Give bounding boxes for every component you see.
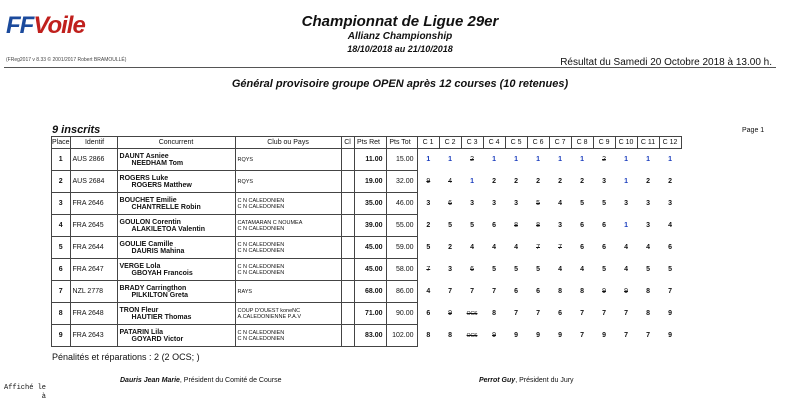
club-cell (235, 237, 341, 259)
table-row (52, 193, 682, 215)
crew-name: NEEDHAM Tom (131, 159, 184, 167)
competitor-cell (117, 303, 235, 325)
race-score-cell: 9 (624, 288, 628, 295)
race-score-cell: 2 (470, 156, 474, 164)
race-score-cell: 6 (602, 222, 606, 229)
race-score-cell: 4 (668, 222, 672, 229)
points-retained-cell: 68.00 (354, 281, 386, 303)
table-row (52, 171, 682, 193)
col-race: C 7 (549, 137, 571, 149)
race-score-cell: 7 (536, 244, 540, 251)
col-race: C 4 (483, 137, 505, 149)
helm-name: GOULON Corentin (119, 218, 181, 226)
race-score-cell: 6 (448, 200, 452, 207)
result-timestamp: Résultat du Samedi 20 Octobre 2018 à 13.00 h. (560, 57, 772, 68)
event-dates: 18/10/2018 au 21/10/2018 (347, 44, 453, 54)
race-score-cell: 5 (536, 266, 540, 273)
race-score-cell: 7 (558, 244, 562, 251)
crew-name: ALAKILETOA Valentin (131, 225, 206, 233)
points-retained-cell: 71.00 (354, 303, 386, 325)
race-score-cell: 2 (448, 244, 452, 251)
table-row (52, 149, 682, 171)
helm-club: C N CALEDONIEN (237, 329, 285, 336)
points-retained-cell: 45.00 (354, 259, 386, 281)
helm-name: ROGERS Luke (119, 174, 169, 182)
competitor-cell (117, 237, 235, 259)
race-score-cell: 7 (602, 310, 606, 317)
place-cell: 6 (52, 259, 71, 281)
col-pts-ret: Pts Ret (354, 137, 386, 149)
race-score-cell: OCS (466, 310, 478, 317)
race-score-cell: 5 (646, 266, 650, 273)
race-score-cell: 1 (514, 156, 518, 164)
points-total-cell: 58.00 (386, 259, 417, 281)
entrant-count: 9 inscrits (52, 124, 101, 136)
place-cell: 5 (52, 237, 71, 259)
race-score-cell: 7 (470, 288, 474, 295)
race-score-cell: 3 (426, 200, 431, 207)
race-score-cell: 9 (602, 332, 606, 339)
race-score-cell: 1 (624, 222, 628, 229)
race-score-cell: 2 (492, 178, 496, 185)
race-score-cell: 7 (646, 332, 650, 339)
race-score-cell: 6 (492, 222, 496, 229)
jury-signature: Perrot Guy, Président du Jury (479, 377, 574, 384)
race-score-cell: 6 (470, 266, 474, 273)
race-score-cell: 8 (492, 310, 496, 317)
points-total-cell: 59.00 (386, 237, 417, 259)
race-score-cell: 1 (558, 156, 562, 164)
table-row (52, 325, 682, 347)
sail-id-cell: FRA 2643 (70, 325, 117, 347)
ffvoile-logo: FFVoile (6, 12, 85, 39)
race-score-cell: 1 (536, 156, 540, 164)
helm-club: C N CALEDONIEN (237, 197, 285, 204)
table-row (52, 215, 682, 237)
race-score-cell: 5 (470, 222, 474, 229)
race-score-cell: 8 (536, 222, 540, 229)
competitor-cell (117, 149, 235, 171)
place-cell: 3 (52, 193, 71, 215)
place-cell: 7 (52, 281, 71, 303)
race-score-cell: 1 (470, 178, 474, 185)
class-cell (341, 303, 354, 325)
sail-id-cell: FRA 2647 (70, 259, 117, 281)
race-score-cell: 5 (602, 200, 606, 207)
race-score-cell: 5 (580, 200, 584, 207)
race-score-cell: 5 (448, 222, 452, 229)
race-score-cell: 6 (668, 244, 672, 251)
race-score-cell: 8 (514, 222, 518, 229)
place-cell: 1 (52, 149, 71, 171)
crew-name: PILKILTON Greta (131, 291, 189, 299)
race-score-cell: 9 (514, 332, 518, 339)
col-race: C 9 (593, 137, 615, 149)
col-place: Place (52, 137, 71, 149)
race-score-cell: 7 (580, 332, 584, 339)
race-score-cell: 2 (602, 156, 606, 164)
race-score-cell: 2 (558, 178, 562, 185)
helm-club: CATAMARAN C NOUMEA (237, 219, 303, 226)
col-identif: Identif (70, 137, 117, 149)
race-score-cell: 2 (514, 178, 518, 185)
race-score-cell: 3 (602, 178, 606, 185)
race-score-cell: 3 (492, 200, 496, 207)
page-title: Championnat de Ligue 29er (301, 13, 499, 30)
race-score-cell: 4 (426, 288, 431, 295)
class-cell (341, 259, 354, 281)
race-score-cell: 3 (646, 222, 650, 229)
race-score-cell: 9 (668, 310, 672, 317)
race-score-cell: 3 (558, 222, 562, 229)
helm-name: BOUCHET Emilie (119, 196, 177, 204)
col-race: C 10 (615, 137, 637, 149)
race-score-cell: 2 (646, 178, 650, 185)
crew-club: C N CALEDONIEN (237, 203, 285, 210)
class-cell (341, 325, 354, 347)
col-race: C 1 (417, 137, 439, 149)
points-total-cell: 15.00 (386, 149, 417, 171)
col-race: C 2 (439, 137, 461, 149)
race-score-cell: 2 (668, 178, 672, 185)
helm-club: C N CALEDONIEN (237, 241, 285, 248)
race-score-cell: 1 (624, 156, 628, 164)
sail-id-cell: FRA 2645 (70, 215, 117, 237)
crew-name: GOYARD Victor (131, 335, 184, 343)
race-score-cell: 4 (492, 244, 496, 251)
place-cell: 8 (52, 303, 71, 325)
sail-id-cell: AUS 2684 (70, 171, 117, 193)
race-score-cell: OCS (466, 332, 478, 339)
helm-name: VERGE Lola (119, 262, 161, 270)
helm-name: DAUNT Asniee (119, 152, 169, 160)
crew-club: C N CALEDONIEN (237, 269, 285, 276)
class-cell (341, 149, 354, 171)
crew-name: GBOYAH Francois (131, 269, 193, 277)
race-score-cell: 5 (602, 266, 606, 273)
sail-id-cell: FRA 2644 (70, 237, 117, 259)
club-cell (235, 281, 341, 303)
place-cell: 9 (52, 325, 71, 347)
race-score-cell: 3 (646, 200, 650, 207)
race-score-cell: 8 (448, 332, 452, 339)
race-score-cell: 8 (646, 288, 650, 295)
class-cell (341, 237, 354, 259)
helm-club: COUP D'OUEST koneNC (237, 307, 301, 314)
race-score-cell: 7 (426, 266, 431, 273)
race-score-cell: 6 (602, 244, 606, 251)
race-score-cell: 6 (536, 288, 540, 295)
race-score-cell: 3 (470, 200, 474, 207)
race-score-cell: 9 (492, 332, 496, 339)
sail-id-cell: FRA 2646 (70, 193, 117, 215)
race-score-cell: 4 (580, 266, 584, 273)
points-total-cell: 32.00 (386, 171, 417, 193)
points-total-cell: 46.00 (386, 193, 417, 215)
class-cell (341, 281, 354, 303)
points-retained-cell: 19.00 (354, 171, 386, 193)
club-cell (235, 303, 341, 325)
race-score-cell: 4 (646, 244, 650, 251)
race-score-cell: 7 (514, 310, 518, 317)
points-retained-cell: 35.00 (354, 193, 386, 215)
col-concurrent: Concurrent (117, 137, 235, 149)
helm-club: C N CALEDONIEN (237, 263, 285, 270)
competitor-cell (117, 215, 235, 237)
helm-name: TRON Fleur (119, 306, 159, 314)
race-score-cell: 4 (514, 244, 518, 251)
col-race: C 6 (527, 137, 549, 149)
race-score-cell: 5 (514, 266, 518, 273)
sail-id-cell: AUS 2866 (70, 149, 117, 171)
standings-subtitle: Général provisoire groupe OPEN après 12 courses (10 retenues) (231, 78, 569, 90)
helm-name: BRADY Carringthon (119, 284, 187, 292)
race-score-cell: 1 (646, 156, 650, 164)
race-score-cell: 7 (448, 288, 452, 295)
race-score-cell: 9 (602, 288, 606, 295)
helm-club: RQYS (237, 178, 254, 185)
race-score-cell: 9 (536, 332, 540, 339)
race-score-cell: 6 (580, 222, 584, 229)
race-score-cell: 9 (558, 332, 562, 339)
table-row (52, 303, 682, 325)
club-cell (235, 171, 341, 193)
race-score-cell: 3 (514, 200, 518, 207)
competitor-cell (117, 325, 235, 347)
helm-name: GOULIE Camille (119, 240, 174, 248)
col-race: C 11 (637, 137, 659, 149)
col-club: Club ou Pays (235, 137, 341, 149)
club-cell (235, 193, 341, 215)
table-row (52, 281, 682, 303)
race-score-cell: 6 (580, 244, 584, 251)
race-score-cell: 1 (426, 156, 431, 164)
crew-name: CHANTRELLE Robin (131, 203, 201, 211)
race-score-cell: 7 (580, 310, 584, 317)
race-score-cell: 3 (448, 266, 452, 273)
race-score-cell: 7 (624, 310, 628, 317)
crew-name: DAURIS Mahina (131, 247, 185, 255)
race-score-cell: 5 (536, 200, 540, 207)
race-score-cell: 5 (668, 266, 672, 273)
class-cell (341, 193, 354, 215)
class-cell (341, 171, 354, 193)
col-race: C 8 (571, 137, 593, 149)
race-score-cell: 1 (492, 156, 496, 164)
points-retained-cell: 83.00 (354, 325, 386, 347)
col-cl: Cl (341, 137, 354, 149)
helm-name: PATARIN Lila (119, 328, 164, 336)
crew-club: A.CALEDONIENNE P.A.V (237, 313, 301, 320)
competitor-cell (117, 193, 235, 215)
place-cell: 2 (52, 171, 71, 193)
race-score-cell: 1 (580, 156, 584, 164)
race-score-cell: 7 (492, 288, 496, 295)
race-score-cell: 9 (448, 310, 452, 317)
race-score-cell: 1 (448, 156, 452, 164)
points-total-cell: 55.00 (386, 215, 417, 237)
race-score-cell: 2 (536, 178, 540, 185)
helm-club: RQYS (237, 156, 254, 163)
race-score-cell: 6 (426, 310, 431, 317)
table-header-row (52, 137, 682, 149)
club-cell (235, 325, 341, 347)
race-score-cell: 4 (624, 266, 628, 273)
race-score-cell: 2 (580, 178, 584, 185)
place-cell: 4 (52, 215, 71, 237)
penalties-note: Pénalités et réparations : 2 (2 OCS; ) (52, 352, 200, 362)
col-race: C 5 (505, 137, 527, 149)
crew-club: C N CALEDONIEN (237, 335, 285, 342)
competitor-cell (117, 171, 235, 193)
col-race: C 3 (461, 137, 483, 149)
race-score-cell: 4 (558, 266, 562, 273)
race-score-cell: 4 (470, 244, 474, 251)
race-score-cell: 3 (668, 200, 672, 207)
table-row (52, 237, 682, 259)
race-score-cell: 6 (514, 288, 518, 295)
race-score-cell: 8 (558, 288, 562, 295)
race-score-cell: 5 (492, 266, 496, 273)
race-score-cell: 4 (624, 244, 628, 251)
competitor-cell (117, 259, 235, 281)
competitor-cell (117, 281, 235, 303)
club-cell (235, 149, 341, 171)
points-retained-cell: 11.00 (354, 149, 386, 171)
race-score-cell: 9 (668, 332, 672, 339)
points-total-cell: 90.00 (386, 303, 417, 325)
race-score-cell: 1 (624, 178, 628, 185)
col-race: C 12 (659, 137, 681, 149)
race-score-cell: 4 (448, 178, 452, 185)
race-score-cell: 1 (668, 156, 672, 164)
race-score-cell: 8 (646, 310, 650, 317)
sail-id-cell: FRA 2648 (70, 303, 117, 325)
sail-id-cell: NZL 2778 (70, 281, 117, 303)
page-number: Page 1 (742, 127, 765, 134)
points-total-cell: 102.00 (386, 325, 417, 347)
race-score-cell: 7 (668, 288, 672, 295)
race-score-cell: 5 (426, 244, 431, 251)
race-score-cell: 6 (558, 310, 562, 317)
posted-on-note: Affiché le à (4, 384, 47, 401)
points-retained-cell: 45.00 (354, 237, 386, 259)
points-total-cell: 86.00 (386, 281, 417, 303)
table-row (52, 259, 682, 281)
club-cell (235, 215, 341, 237)
helm-club: RAYS (237, 288, 253, 295)
software-version: (FReg2017 v 8.33 © 2001/2017 Robert BRAMOULLÉ) (6, 57, 127, 63)
crew-name: ROGERS Matthew (131, 181, 192, 189)
header-divider (4, 67, 776, 68)
race-committee-signature: Dauris Jean Marie, Président du Comité de Course (120, 377, 282, 384)
club-cell (235, 259, 341, 281)
points-retained-cell: 39.00 (354, 215, 386, 237)
race-score-cell: 7 (536, 310, 540, 317)
race-score-cell: 8 (580, 288, 584, 295)
race-score-cell: 3 (624, 200, 628, 207)
results-table (51, 136, 682, 347)
race-score-cell: 4 (558, 200, 562, 207)
crew-club: C N CALEDONIEN (237, 247, 285, 254)
race-score-cell: 8 (426, 332, 431, 339)
race-score-cell: 2 (426, 222, 431, 229)
crew-name: HAUTIER Thomas (131, 313, 192, 321)
race-score-cell: 7 (624, 332, 628, 339)
col-pts-tot: Pts Tot (386, 137, 417, 149)
crew-club: C N CALEDONIEN (237, 225, 285, 232)
class-cell (341, 215, 354, 237)
sponsor-title: Allianz Championship (347, 31, 453, 42)
race-score-cell: 9 (426, 178, 431, 185)
